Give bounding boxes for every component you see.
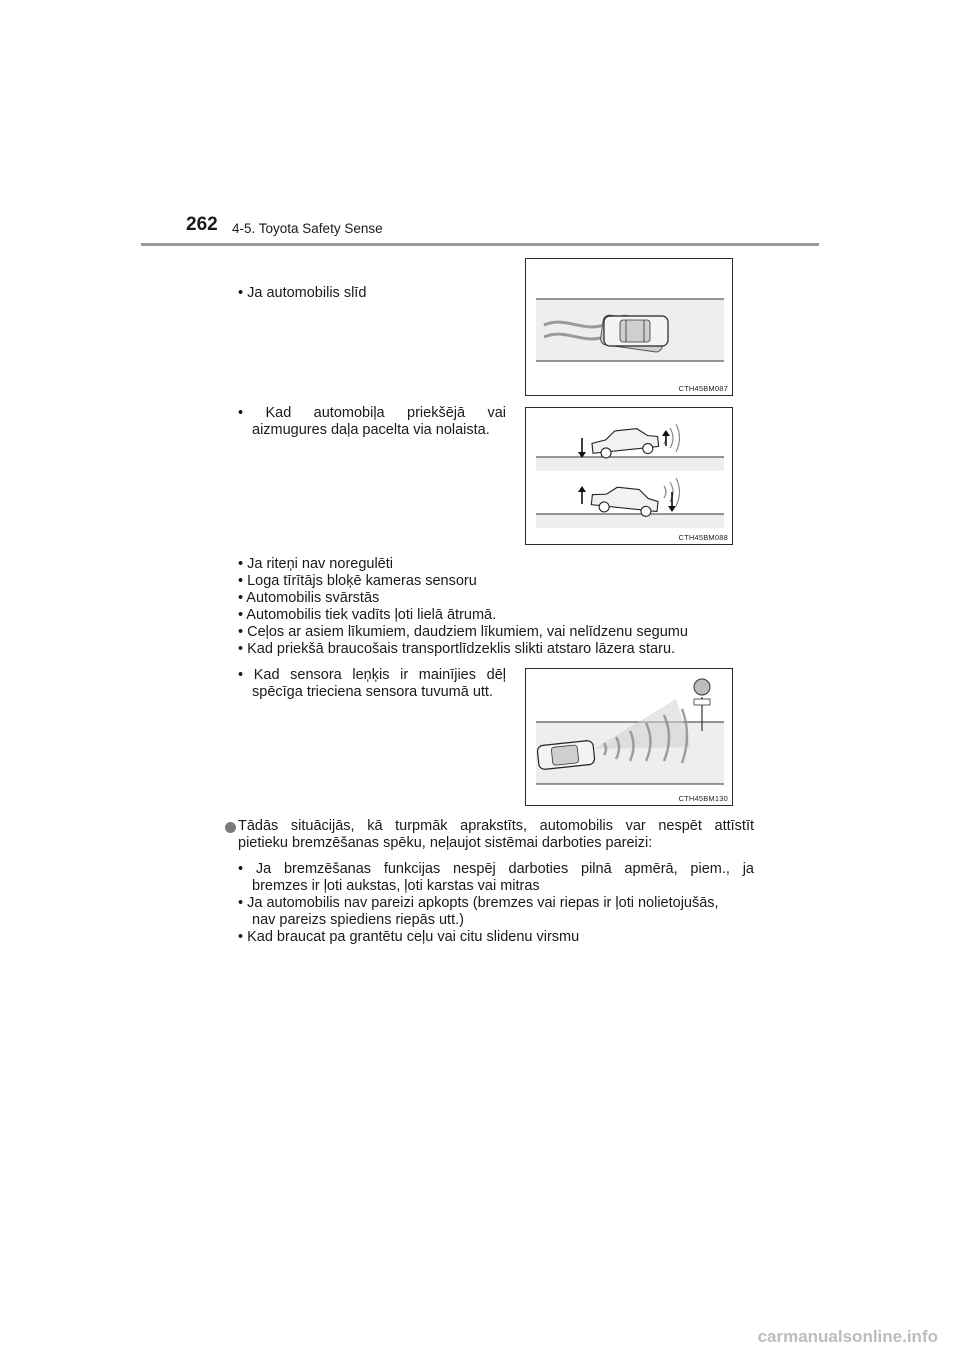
watermark: carmanualsonline.info	[757, 1327, 938, 1346]
figure-tilted-cars	[525, 407, 733, 545]
figure-code: CTH45BM130	[678, 794, 728, 803]
figure-sensor-beam	[525, 668, 733, 806]
note-line2: pietieku bremzēšanas spēku, neļaujot sistēmai darboties pareizi:	[238, 835, 653, 851]
skidding-car-illustration	[526, 259, 734, 397]
sensor-beam-illustration	[526, 669, 734, 807]
tilted-cars-illustration	[526, 408, 734, 546]
note-bullet1-line1: • Ja bremzēšanas funkcijas nespēj darboties pilnā apmērā, piem., ja	[238, 861, 754, 877]
note-bullet-icon	[225, 822, 236, 833]
list-item: • Ceļos ar asiem līkumiem, daudziem līkumiem, vai nelīdzenu segumu	[238, 624, 688, 640]
item-raised-line1: • Kad automobiļa priekšējā vai	[238, 405, 506, 421]
list-item: • Loga tīrītājs bloķē kameras sensoru	[238, 573, 477, 589]
note-bullet3: • Kad braucat pa grantētu ceļu vai citu slidenu virsmu	[238, 929, 580, 945]
list-item: • Automobilis tiek vadīts ļoti lielā ātrumā.	[238, 607, 497, 623]
item-sensor-line1: • Kad sensora leņķis ir mainījies dēļ	[238, 667, 506, 683]
item-sensor-line2: spēcīga trieciena sensora tuvumā utt.	[252, 684, 493, 700]
header-divider	[141, 243, 819, 246]
item-raised-line2: aizmugures daļa pacelta via nolaista.	[252, 422, 490, 438]
page-number: 262	[186, 214, 218, 235]
list-item: • Kad priekšā braucošais transportlīdzeklis slikti atstaro lāzera staru.	[238, 641, 676, 657]
section-title: 4-5. Toyota Safety Sense	[232, 221, 383, 236]
list-item: • Automobilis svārstās	[238, 590, 380, 606]
note-bullet2-line2: nav pareizs spiediens riepās utt.)	[252, 912, 464, 928]
figure-skidding-car	[525, 258, 733, 396]
list-item: • Ja riteņi nav noregulēti	[238, 556, 393, 572]
figure-code: CTH45BM088	[678, 533, 728, 542]
item-slide: • Ja automobilis slīd	[238, 285, 367, 301]
note-line1: Tādās situācijās, kā turpmāk aprakstīts, automobilis var nespēt attīstīt	[238, 818, 754, 834]
note-bullet1-line2: bremzes ir ļoti aukstas, ļoti karstas vai mitras	[252, 878, 540, 894]
figure-code: CTH45BM087	[678, 384, 728, 393]
note-bullet2-line1: • Ja automobilis nav pareizi apkopts (bremzes vai riepas ir ļoti nolietojušās,	[238, 895, 719, 911]
